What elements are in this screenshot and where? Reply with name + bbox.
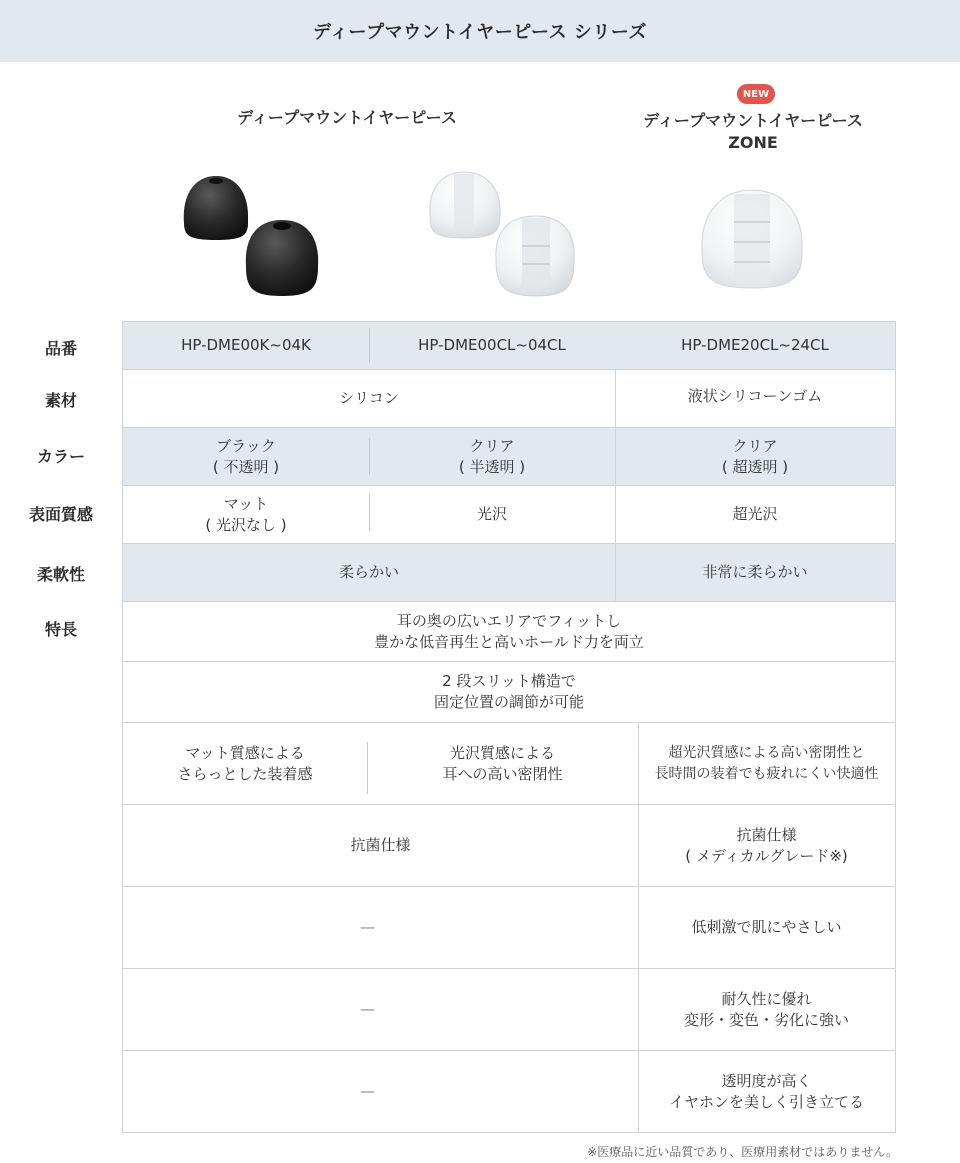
surface-black-line2: ( 光沢なし ) — [205, 515, 287, 534]
color-zone-line1: クリア — [732, 436, 778, 455]
feature-texture-clear-line2: 耳への高い密閉性 — [442, 764, 563, 783]
surface-zone: 超光沢 — [732, 505, 778, 523]
feature-fit-line1: 耳の奥の広いエリアでフィットし — [396, 611, 622, 630]
row-label-flexibility: 柔軟性 — [36, 565, 85, 584]
surface-black-line1: マット — [223, 494, 269, 513]
feature-texture-clear-line1: 光沢質感による — [449, 743, 555, 762]
feature-texture-black — [123, 723, 367, 804]
product-title-standard: ディープマウントイヤーピース — [237, 108, 457, 127]
row-label-color: カラー — [36, 447, 85, 466]
surface-black — [123, 486, 369, 543]
feature-texture-zone-line2: 長時間の装着でも疲れにくい快適性 — [654, 765, 879, 782]
page-banner — [0, 0, 960, 62]
feature-clarity-zone-line2: イヤホンを美しく引き立てる — [668, 1092, 864, 1111]
row-label-surface: 表面質感 — [28, 505, 93, 524]
feature-skin-zone: 低刺激で肌にやさしい — [691, 918, 842, 936]
flexibility-standard: 柔らかい — [338, 563, 399, 581]
product-title-zone-line1: ディープマウントイヤーピース — [643, 111, 863, 130]
feature-texture-zone-line1: 超光沢質感による高い密閉性と — [668, 744, 865, 761]
color-clear-line2: ( 半透明 ) — [458, 457, 526, 476]
color-black-line2: ( 不透明 ) — [212, 457, 280, 476]
clear-eartips-image — [424, 168, 580, 302]
feature-durability-zone-line1: 耐久性に優れ — [721, 989, 812, 1008]
model-clear: HP-DME00CL~04CL — [418, 336, 566, 354]
feature-clarity-standard: — — [360, 1082, 375, 1100]
footnote: ※医療品に近い品質であり、医療用素材ではありません。 — [587, 1145, 898, 1159]
feature-clarity-zone-line1: 透明度が高く — [721, 1071, 812, 1090]
feature-antibacterial-zone-line1: 抗菌仕様 — [736, 825, 797, 844]
feature-slit-line1: 2 段スリット構造で — [442, 672, 576, 690]
feature-skin-standard: — — [360, 918, 375, 936]
color-black-line1: ブラック — [216, 436, 276, 455]
feature-antibacterial-zone-line2: ( メディカルグレード※) — [685, 846, 848, 865]
feature-clarity-zone — [638, 1051, 895, 1132]
row-label-material: 素材 — [44, 391, 77, 410]
feature-durability-zone — [638, 969, 895, 1050]
model-black: HP-DME00K~04K — [181, 336, 311, 354]
surface-clear: 光沢 — [476, 505, 507, 523]
feature-durability-standard: — — [360, 1000, 375, 1018]
comparison-table — [122, 321, 896, 1133]
color-clear — [369, 428, 615, 485]
black-eartips-image — [176, 168, 326, 302]
banner-title: ディープマウントイヤーピース シリーズ — [312, 22, 647, 43]
color-zone — [615, 428, 895, 485]
feature-texture-clear — [367, 723, 638, 804]
material-zone: 液状シリコーンゴム — [687, 387, 823, 405]
feature-durability-zone-line2: 変形・変色・劣化に強い — [683, 1010, 849, 1029]
feature-antibacterial-zone — [638, 805, 895, 886]
material-standard: シリコン — [339, 389, 399, 407]
color-zone-line2: ( 超透明 ) — [721, 457, 789, 476]
color-black — [123, 428, 369, 485]
flexibility-zone: 非常に柔らかい — [702, 563, 808, 581]
product-title-zone-line2: ZONE — [728, 133, 778, 152]
color-clear-line1: クリア — [469, 436, 515, 455]
zone-eartip-image — [698, 186, 806, 292]
model-zone: HP-DME20CL~24CL — [681, 336, 829, 354]
row-label-features: 特長 — [44, 620, 77, 639]
product-title-zone — [600, 110, 906, 154]
feature-fit-line2: 豊かな低音再生と高いホールド力を両立 — [374, 632, 644, 651]
feature-texture-black-line2: さらっとした装着感 — [177, 764, 313, 783]
feature-fit — [123, 602, 895, 661]
feature-slit-line2: 固定位置の調節が可能 — [433, 693, 584, 711]
feature-slit — [123, 662, 895, 722]
feature-antibacterial-standard: 抗菌仕様 — [350, 836, 411, 854]
new-badge: NEW — [737, 84, 775, 104]
feature-texture-black-line1: マット質感による — [185, 743, 305, 762]
row-label-model: 品番 — [44, 339, 77, 358]
feature-texture-zone — [638, 723, 895, 804]
